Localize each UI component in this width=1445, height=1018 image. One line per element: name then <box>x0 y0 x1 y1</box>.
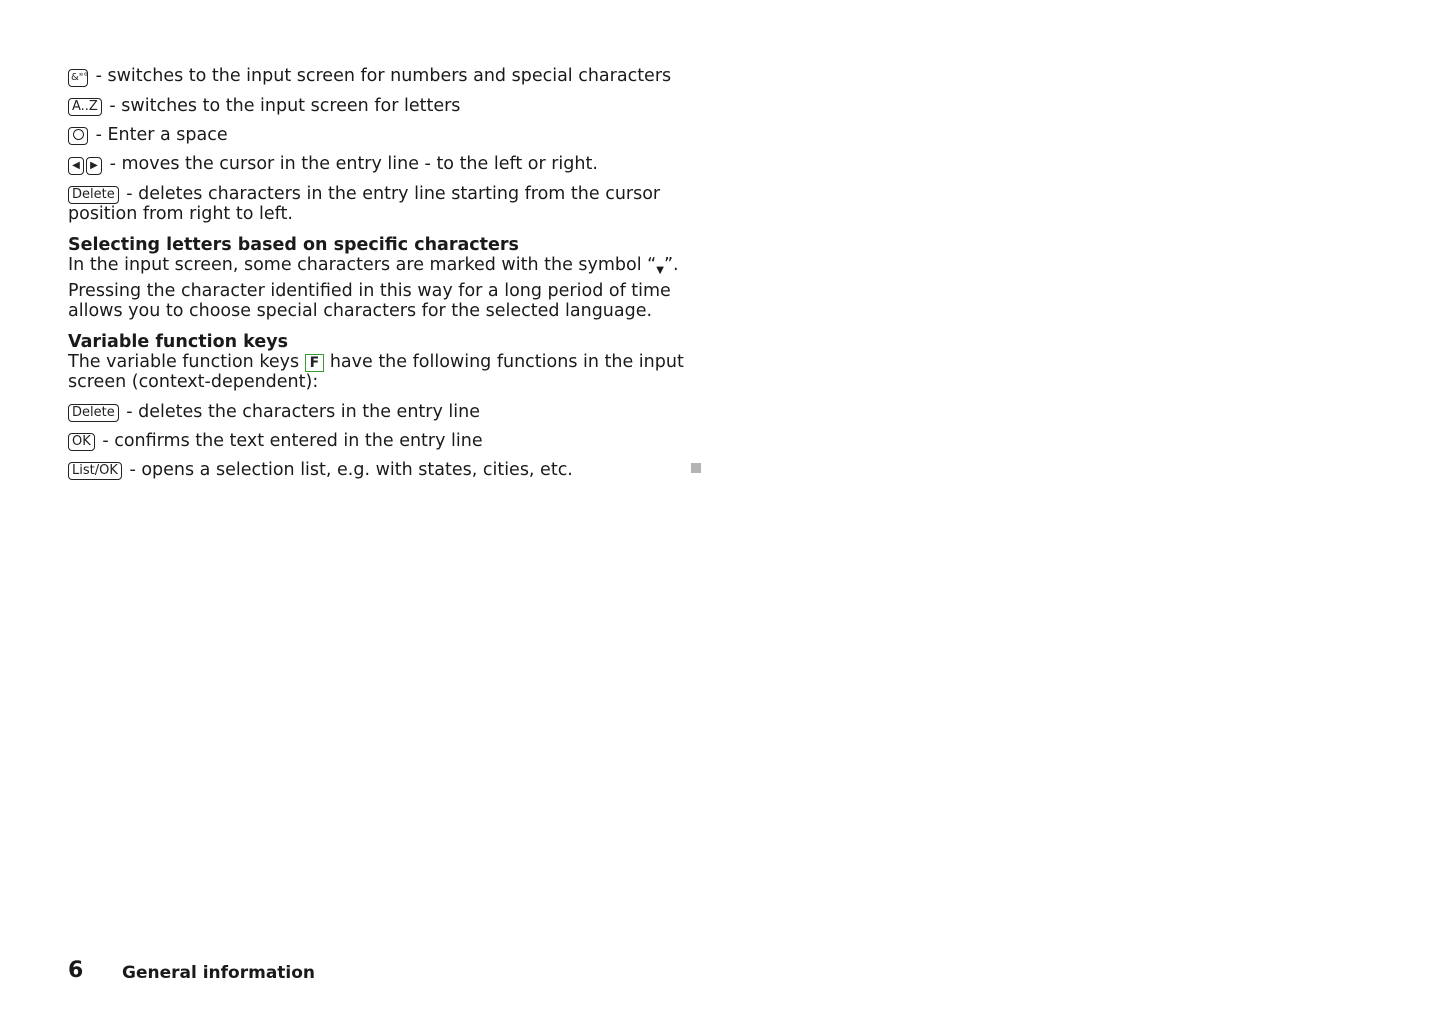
left-arrow-key-icon: ◀ <box>68 157 84 175</box>
right-arrow-key-icon: ▶ <box>86 157 102 175</box>
variable-listok-item <box>68 460 698 480</box>
content-column <box>68 66 698 489</box>
space-key-description: - Enter a space <box>95 125 228 145</box>
space-key-icon <box>68 127 88 145</box>
variable-keys-text-after: have the following functions in the input screen (context-dependent): <box>68 352 684 392</box>
special-characters-paragraph <box>68 255 698 321</box>
section-heading-special-characters: Selecting letters based on specific characters <box>68 235 519 255</box>
az-key-item <box>68 96 698 116</box>
special-characters-text-after: ”. Pressing the character identified in this way for a long period of time allows you to choose special characters for the selected language. <box>68 255 679 321</box>
variable-keys-text-before: The variable function keys <box>68 352 300 372</box>
listok-key-icon: List/OK <box>68 462 122 480</box>
symbols-key-item <box>68 66 698 87</box>
page-number: 6 <box>68 958 84 983</box>
footer-section-title: General information <box>122 963 316 983</box>
arrow-keys-item <box>68 154 698 175</box>
f-key-icon: F <box>305 354 325 372</box>
space-key-item <box>68 125 698 145</box>
section-heading-variable-keys: Variable function keys <box>68 332 289 352</box>
variable-ok-item <box>68 431 698 451</box>
delete-key-icon: Delete <box>68 404 119 422</box>
variable-delete-description: - deletes the characters in the entry line <box>126 402 480 422</box>
symbols-key-description: - switches to the input screen for numbers and special characters <box>95 66 672 86</box>
delete-key-description: - deletes characters in the entry line starting from the cursor position from right to left. <box>68 184 661 224</box>
az-key-icon: A..Z <box>68 98 102 116</box>
section-end-mark <box>691 463 701 473</box>
ok-key-icon: OK <box>68 433 95 451</box>
variable-listok-description: - opens a selection list, e.g. with states, cities, etc. <box>129 460 573 480</box>
symbols-key-icon: &"° <box>68 69 88 87</box>
variable-delete-item <box>68 402 698 422</box>
special-characters-text-before: In the input screen, some characters are marked with the symbol “ <box>68 255 657 275</box>
delete-key-icon: Delete <box>68 186 119 204</box>
az-key-description: - switches to the input screen for letters <box>109 96 461 116</box>
delete-key-item <box>68 184 698 224</box>
arrow-keys-description: - moves the cursor in the entry line - to the left or right. <box>109 154 598 174</box>
marker-triangle-icon: ▼ <box>656 265 664 276</box>
variable-keys-paragraph <box>68 352 698 392</box>
variable-ok-description: - confirms the text entered in the entry line <box>102 431 483 451</box>
